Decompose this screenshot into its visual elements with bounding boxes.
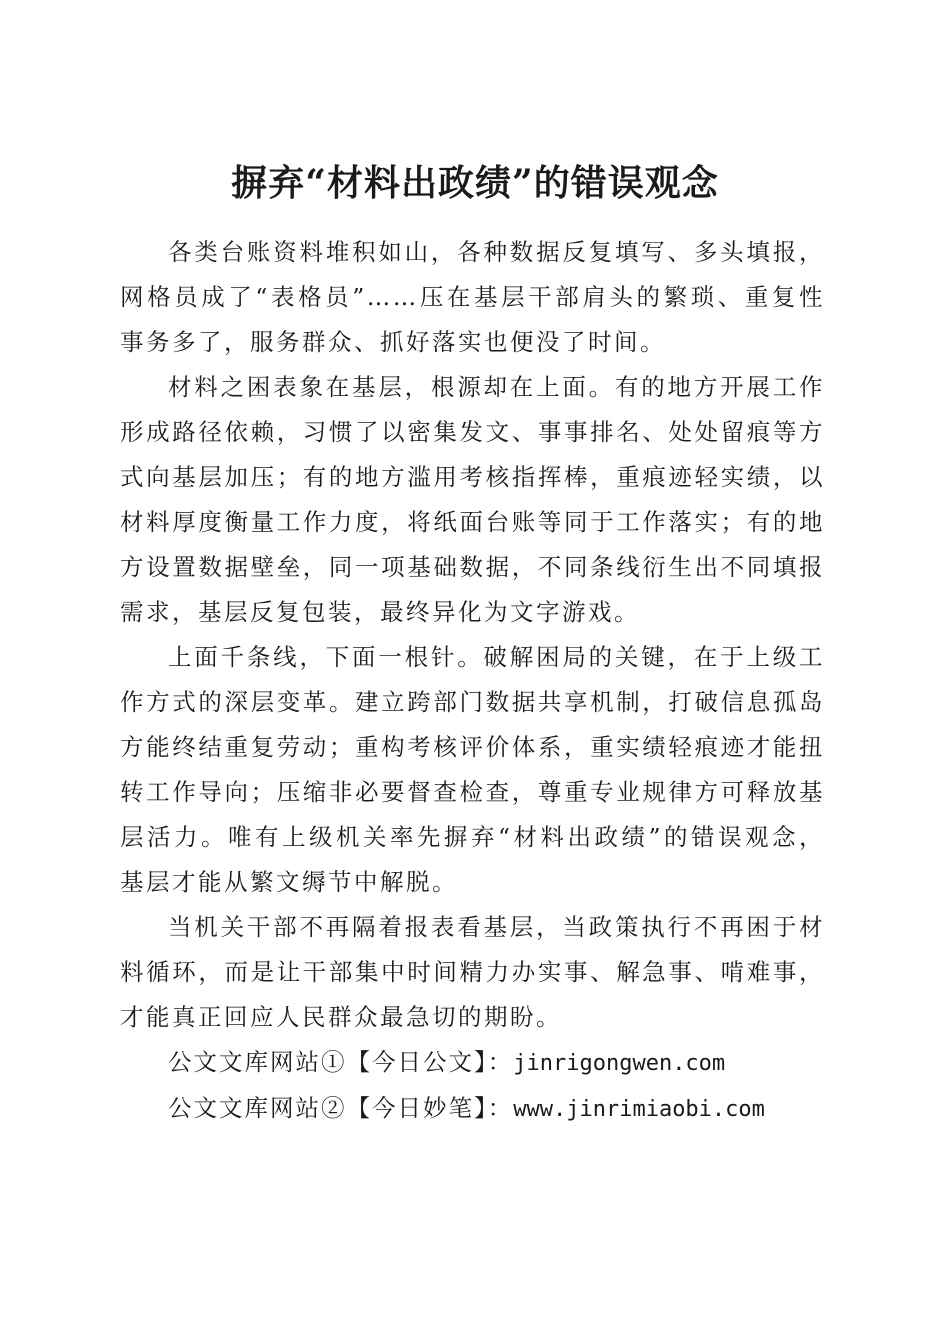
website-line-2: [120, 1086, 825, 1132]
document-title: 摒弃“材料出政绩”的错误观念: [231, 162, 719, 205]
website-label-1: 公文文库网站①【今日公文】：: [168, 1048, 514, 1076]
paragraph-2: 材料之困表象在基层，根源却在上面。有的地方开展工作形成路径依赖，习惯了以密集发文、事事排名、处处留痕等方式向基层加压；有的地方滥用考核指挥棒，重痕迹轻实绩，以材料厚度衡量工作力度，将纸面台账等同于工作落实；有的地方设置数据壁垒，同一项基础数据，不同条线衍生出不同填报需求，基层反复包装，最终异化为文字游戏。: [120, 373, 825, 626]
website-line-1: [120, 1040, 825, 1086]
website-url-1[interactable]: jinrigongwen.com: [513, 1051, 726, 1076]
document-body: [120, 230, 825, 1132]
paragraph-1: 各类台账资料堆积如山，各种数据反复填写、多头填报，网格员成了“表格员”……压在基层干部肩头的繁琐、重复性事务多了，服务群众、抓好落实也便没了时间。: [120, 238, 825, 356]
paragraph-3: 上面千条线，下面一根针。破解困局的关键，在于上级工作方式的深层变革。建立跨部门数据共享机制，打破信息孤岛方能终结重复劳动；重构考核评价体系，重实绩轻痕迹才能扭转工作导向；压缩非必要督查检查，尊重专业规律方可释放基层活力。唯有上级机关率先摒弃“材料出政绩”的错误观念，基层才能从繁文缛节中解脱。: [120, 643, 825, 896]
website-url-2[interactable]: www.jinrimiaobi.com: [513, 1097, 765, 1122]
website-label-2: 公文文库网站②【今日妙笔】：: [168, 1094, 514, 1122]
paragraph-4: 当机关干部不再隔着报表看基层，当政策执行不再困于材料循环，而是让干部集中时间精力办实事、解急事、啃难事，才能真正回应人民群众最急切的期盼。: [120, 913, 825, 1031]
